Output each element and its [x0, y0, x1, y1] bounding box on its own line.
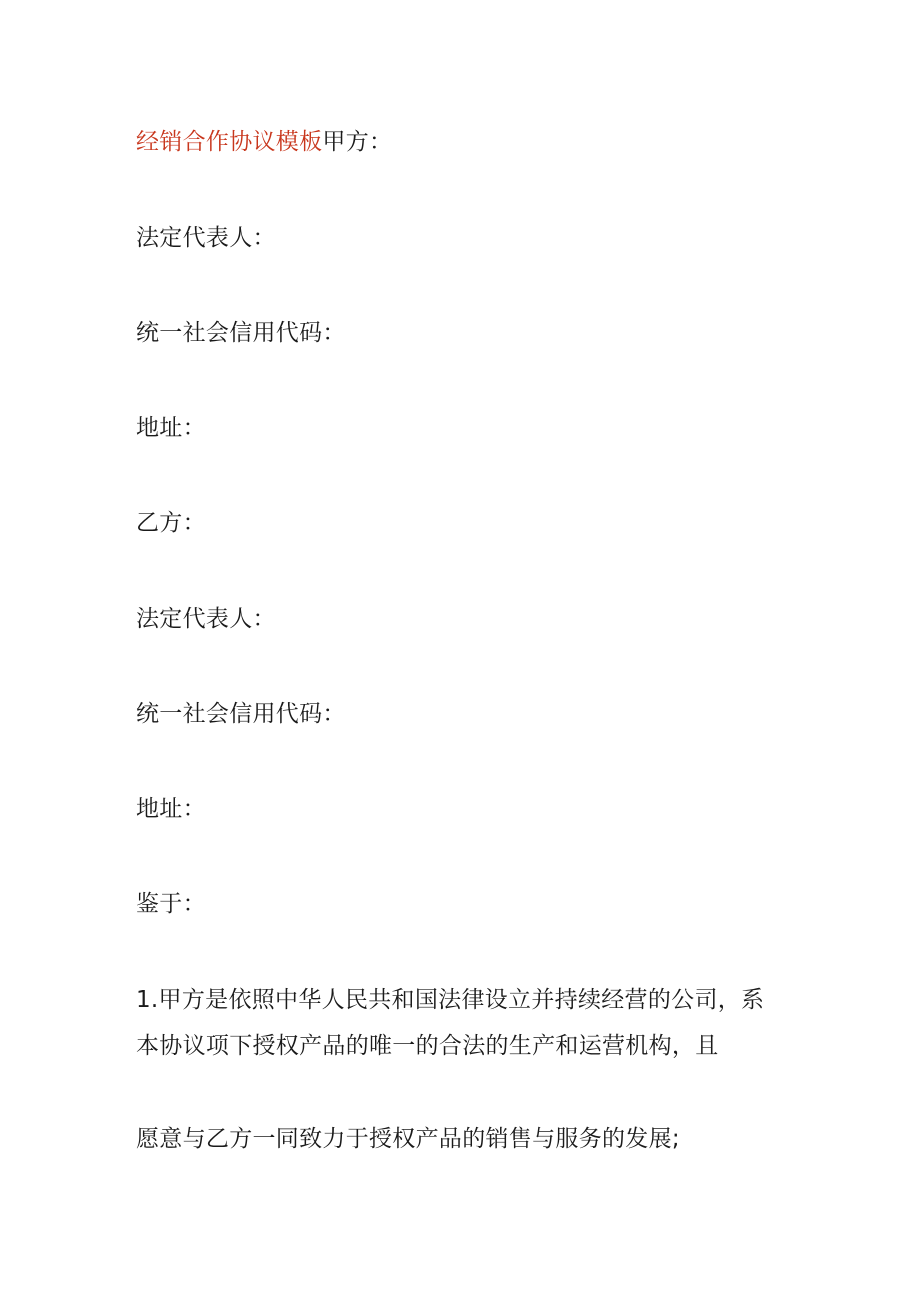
party-a-legal-rep: 法定代表人：	[136, 225, 276, 251]
party-a-label: 甲方：	[322, 129, 393, 155]
clause-1-paragraph: 1.甲方是依照中华人民共和国法律设立并持续经营的公司，系本协议项下授权产品的唯一的合法的生产和运营机构，且	[136, 987, 765, 1059]
party-a-address: 地址：	[136, 415, 206, 441]
document-title-link[interactable]: 经销合作协议模板	[136, 129, 323, 155]
title-line	[136, 127, 392, 157]
party-b-address: 地址：	[136, 796, 206, 822]
party-b-credit-code: 统一社会信用代码：	[136, 701, 346, 727]
party-b-label: 乙方：	[136, 510, 206, 536]
party-b-legal-rep: 法定代表人：	[136, 606, 276, 632]
clause-1-continuation: 愿意与乙方一同致力于授权产品的销售与服务的发展;	[136, 1126, 680, 1152]
party-a-credit-code: 统一社会信用代码：	[136, 320, 346, 346]
whereas-heading: 鉴于：	[136, 891, 206, 917]
